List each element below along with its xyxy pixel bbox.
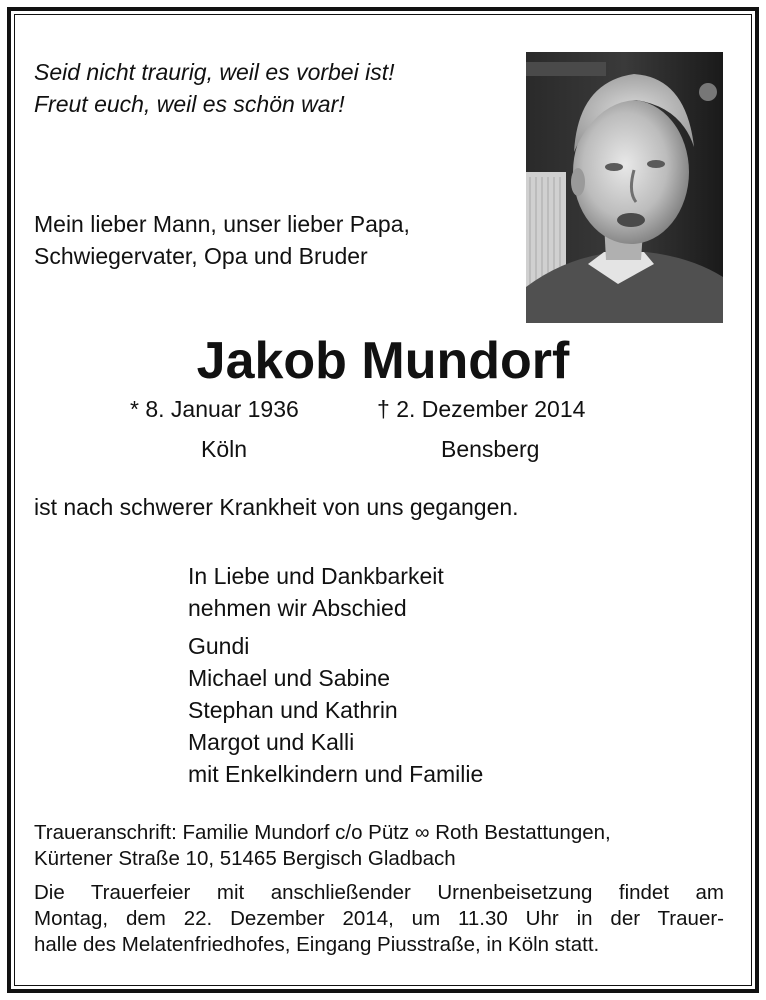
death-symbol: † [377,396,390,422]
death-date: 2. Dezember 2014 [396,396,586,422]
birth-symbol: * [130,396,139,422]
ceremony-line-1: Die Trauerfeier mit anschließender Urnenbeisetzung findet am [34,881,724,904]
farewell-line-2: nehmen wir Abschied [188,595,407,621]
motto-quote [34,56,395,120]
motto-line-2: Freut euch, weil es schön war! [34,91,345,117]
motto-line-1: Seid nicht traurig, weil es vorbei ist! [34,59,395,85]
address-line-1: Traueranschrift: Familie Mundorf c/o Pütz ∞ Roth Bestattungen, [34,821,611,844]
farewell-line-1: In Liebe und Dankbarkeit [188,563,444,589]
death-place: Bensberg [441,436,540,462]
mourner-item: Margot und Kalli [188,729,355,755]
mourners-list [188,630,483,790]
death-date-line [377,393,585,425]
birth-date-line [130,393,299,425]
ceremony-notice [34,880,724,958]
ceremony-line-3: halle des Melatenfriedhofes, Eingang Piusstraße, in Köln statt. [34,933,600,956]
mourning-address [34,820,611,872]
farewell-text [188,560,444,624]
mourner-item: Gundi [188,633,250,659]
ceremony-line-2: Montag, dem 22. Dezember 2014, um 11.30 Uhr in der Trauer- [34,907,724,930]
passing-text: ist nach schwerer Krankheit von uns gegangen. [34,494,519,520]
mourner-item: Stephan und Kathrin [188,697,398,723]
mourner-item: Michael und Sabine [188,665,391,691]
mourner-item: mit Enkelkindern und Familie [188,761,484,787]
intro-line-2: Schwiegervater, Opa und Bruder [34,243,368,269]
deceased-name: Jakob Mundorf [196,332,570,390]
portrait-photo [526,52,723,323]
intro-text [34,208,410,272]
birth-place: Köln [201,436,248,462]
intro-line-1: Mein lieber Mann, unser lieber Papa, [34,211,410,237]
address-line-2: Kürtener Straße 10, 51465 Bergisch Gladbach [34,847,456,870]
birth-date: 8. Januar 1936 [145,396,299,422]
